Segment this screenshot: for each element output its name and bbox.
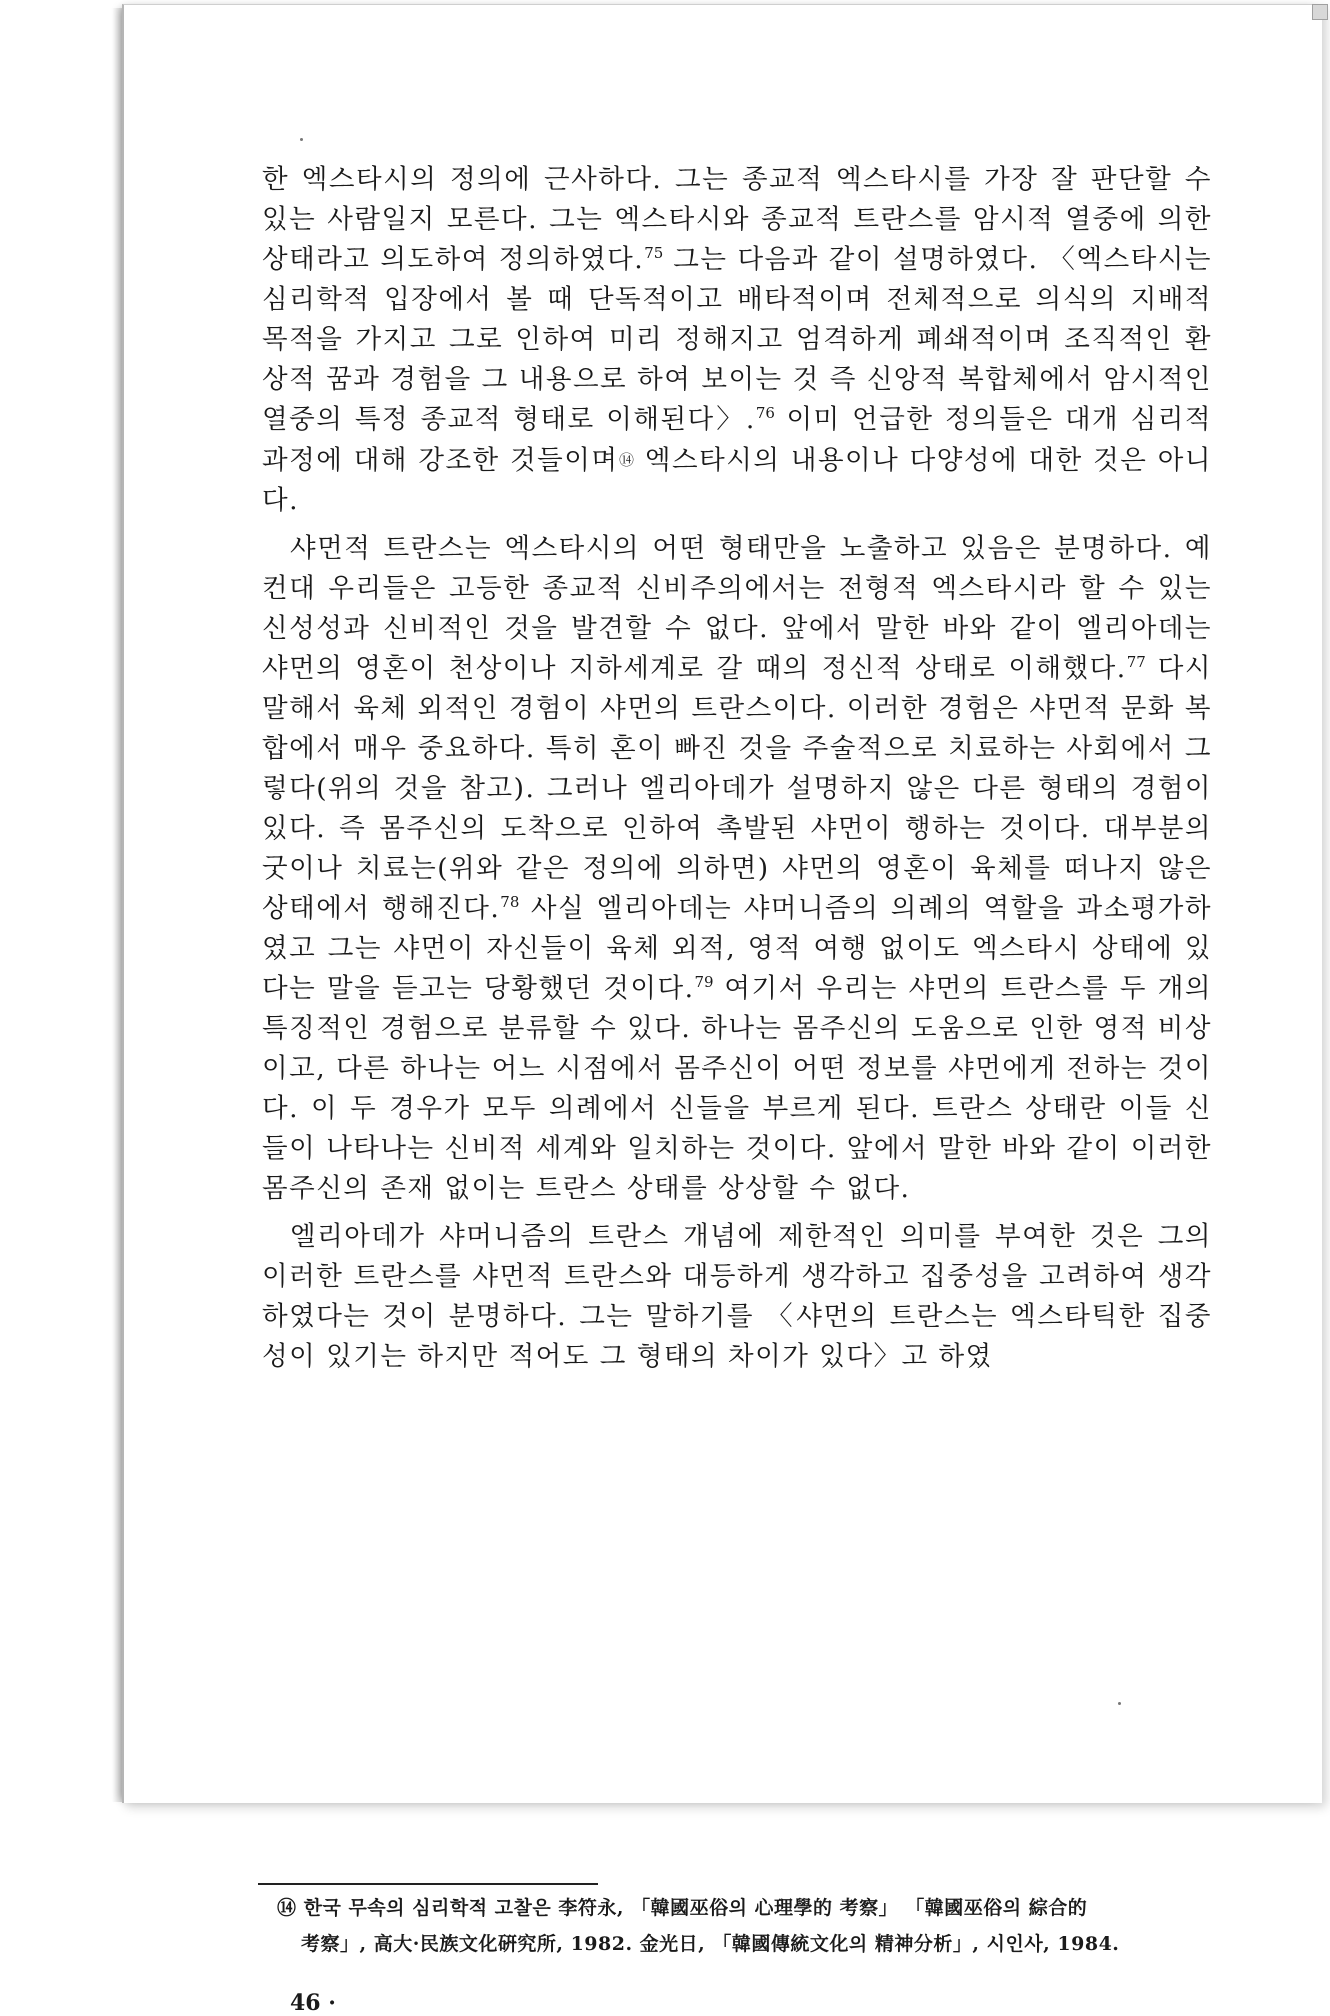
endnote-ref-78: 78 bbox=[500, 893, 520, 911]
paragraph-2-text-d: 여기서 우리는 샤먼의 트란스를 두 개의 특징적인 경험으로 분류할 수 있다. 하나는 몸주신의 도움으로 인한 영적 비상이고, 다른 하나는 어느 시점에서 몸주신이 어떤 정보를 샤먼에게 전하는 것이다. 이 두 경우가 모두 의례에서 신들을 부르게 된다. 트란스 상태란 이들 신들이 나타나는 신비적 세계와 일치하는 것이다. 앞에서 말한 바와 같이 이러한 몸주신의 존재 없이는 트란스 상태를 상상할 수 없다. bbox=[262, 973, 1212, 1204]
footnote-line-1: 한국 무속의 심리학적 고찰은 李符永, 「韓國巫俗의 心理學的 考察」 「韓國巫俗의 綜合的 bbox=[296, 1897, 1088, 1919]
corner-square-icon bbox=[1312, 4, 1328, 20]
ink-speck bbox=[1118, 1702, 1121, 1705]
endnote-ref-75: 75 bbox=[644, 244, 664, 262]
endnote-ref-79: 79 bbox=[694, 973, 714, 991]
body-text bbox=[262, 160, 1212, 1385]
endnote-ref-77: 77 bbox=[1126, 653, 1146, 671]
footnote-marker: ⑭ bbox=[277, 1897, 297, 1919]
page-number: 46 · bbox=[290, 1990, 336, 2016]
footnote-ref-14: ⑭ bbox=[618, 451, 635, 469]
footnote-divider bbox=[258, 1883, 598, 1885]
paragraph-2-text-b: 다시 말해서 육체 외적인 경험이 샤먼의 트란스이다. 이러한 경험은 샤먼적 문화 복합에서 매우 중요하다. 특히 혼이 빠진 것을 주술적으로 치료하는 사회에서 그렇다(위의 것을 참고). 그러나 엘리아데가 설명하지 않은 다른 형태의 경험이 있다. 즉 몸주신의 도착으로 인하여 촉발된 샤먼이 행하는 것이다. 대부분의 굿이나 치료는(위와 같은 정의에 의하면) 샤먼의 영혼이 육체를 떠나지 않은 상태에서 행해진다. bbox=[262, 653, 1212, 924]
ink-speck bbox=[300, 138, 303, 141]
paragraph-1-text-b: 그는 다음과 같이 설명하였다. 〈엑스타시는 심리학적 입장에서 볼 때 단독적이고 배타적이며 전체적으로 의식의 지배적 목적을 가지고 그로 인하여 미리 정해지고 엄격하게 폐쇄적이며 조직적인 환상적 꿈과 경험을 그 내용으로 하여 보이는 것 즉 신앙적 복합체에서 암시적인 열중의 특정 종교적 형태로 이해된다〉. bbox=[262, 244, 1212, 435]
paragraph-1-text-d: 엑스타시의 내용이나 다양성에 대한 것은 아니다. bbox=[262, 445, 1212, 516]
footnote-line-2: 考察」, 高大·民族文化硏究所, 1982. 金光日, 「韓國傳統文化의 精神分析」, 시인사, 1984. bbox=[301, 1933, 1120, 1955]
endnote-ref-76: 76 bbox=[755, 404, 775, 422]
paragraph-3-text: 엘리아데가 샤머니즘의 트란스 개념에 제한적인 의미를 부여한 것은 그의 이러한 트란스를 샤먼적 트란스와 대등하게 생각하고 집중성을 고려하여 생각하였다는 것이 분명하다. 그는 말하기를 〈샤먼의 트란스는 엑스타틱한 집중성이 있기는 하지만 적어도 그 형태의 차이가 있다〉고 하였 bbox=[262, 1221, 1212, 1372]
paragraph-2-text-a: 샤먼적 트란스는 엑스타시의 어떤 형태만을 노출하고 있음은 분명하다. 예컨대 우리들은 고등한 종교적 신비주의에서는 전형적 엑스타시라 할 수 있는 신성성과 신비적인 것을 발견할 수 없다. 앞에서 말한 바와 같이 엘리아데는 샤먼의 영혼이 천상이나 지하세계로 갈 때의 정신적 상태로 이해했다. bbox=[262, 533, 1212, 684]
page-edge-shadow bbox=[112, 8, 122, 1802]
paragraph-1-text-c: 이미 언급한 정의들은 대개 심리적 과정에 대해 강조한 것들이며 bbox=[262, 404, 1212, 476]
paragraph-2-text-c: 사실 엘리아데는 샤머니즘의 의례의 역할을 과소평가하였고 그는 샤먼이 자신들이 육체 외적, 영적 여행 없이도 엑스타시 상태에 있다는 말을 듣고는 당황했던 것이다. bbox=[262, 893, 1212, 1004]
footnote bbox=[277, 1890, 1217, 1962]
paragraph-1-text-a: 한 엑스타시의 정의에 근사하다. 그는 종교적 엑스타시를 가장 잘 판단할 수 있는 사람일지 모른다. 그는 엑스타시와 종교적 트란스를 암시적 열중에 의한 상태라고 의도하여 정의하였다. bbox=[262, 164, 1212, 275]
paragraph-3 bbox=[262, 1217, 1212, 1377]
paragraph-1 bbox=[262, 160, 1212, 521]
paragraph-2 bbox=[262, 529, 1212, 1209]
